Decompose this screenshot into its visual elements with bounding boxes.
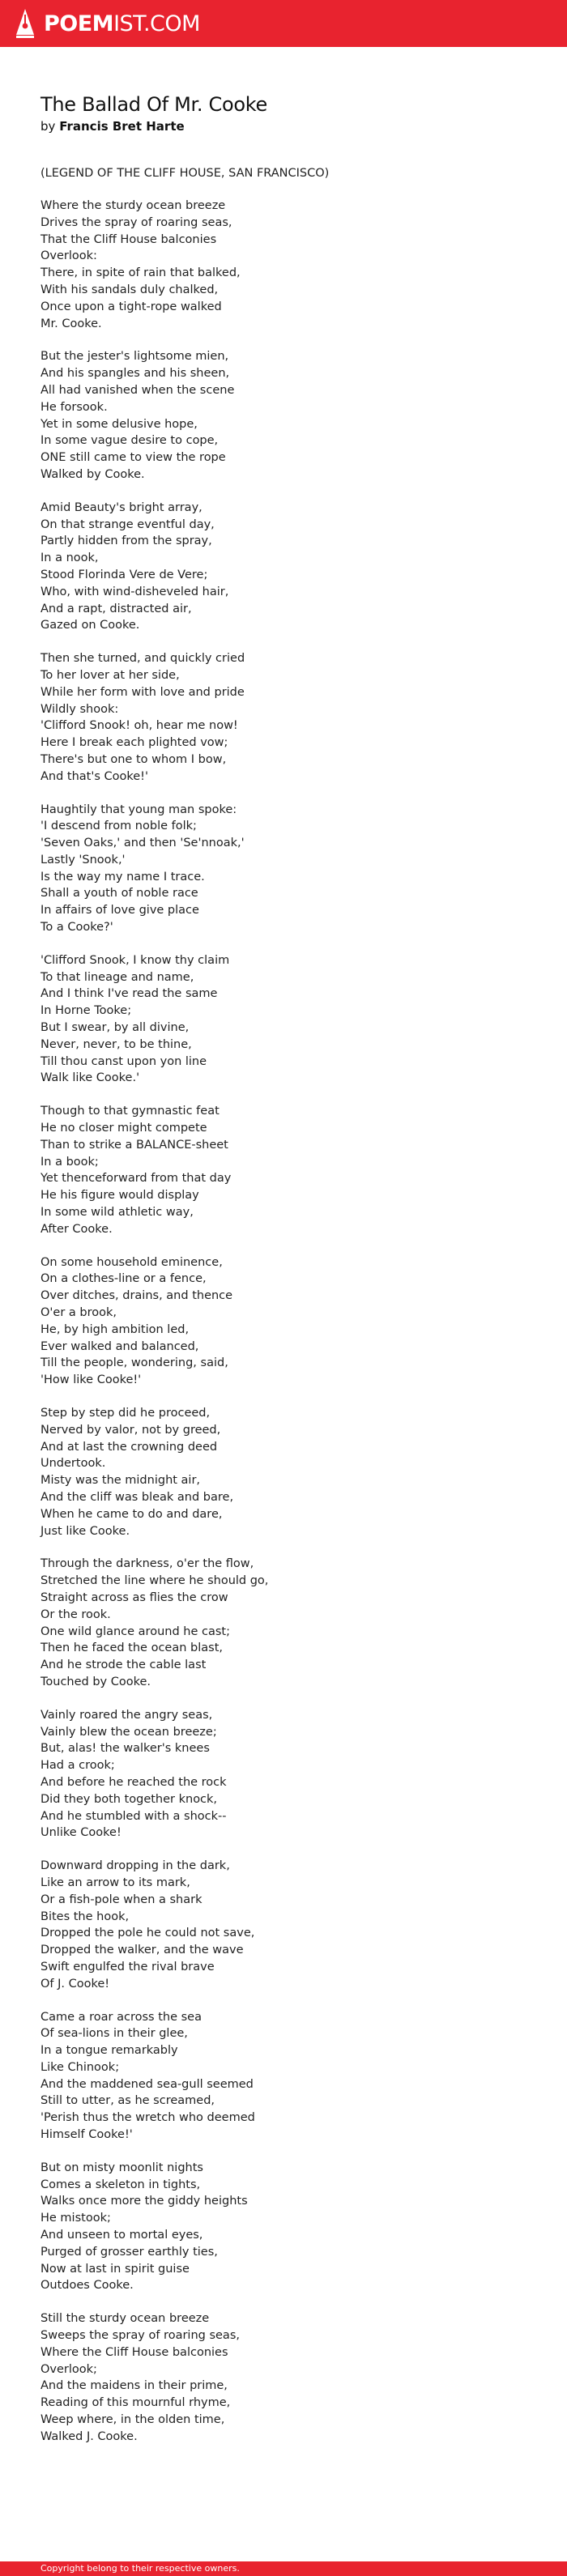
poem-line: Walked by Cooke. <box>40 467 145 481</box>
poem-line: Drives the spray of roaring seas, <box>40 215 232 229</box>
poem-line: Just like Cooke. <box>40 1524 130 1538</box>
poem-line: Haughtily that young man spoke: <box>40 803 237 816</box>
poem-line: But the jester's lightsome mien, <box>40 350 229 364</box>
poem-line: Walked J. Cooke. <box>40 2429 138 2443</box>
poem-line: And a rapt, distracted air, <box>40 602 192 615</box>
poem-line: Comes a skeleton in tights, <box>40 2178 201 2191</box>
author-link[interactable]: Francis Bret Harte <box>59 119 185 134</box>
stanza <box>40 1103 526 1237</box>
poem-line: Through the darkness, o'er the flow, <box>40 1557 254 1571</box>
poem-body <box>40 198 526 2446</box>
poem-line: 'I descend from noble folk; <box>40 820 197 833</box>
poem-line: Of sea-lions in their glee, <box>40 2027 188 2041</box>
pen-nib-icon <box>15 8 36 39</box>
poem-line: Of J. Cooke! <box>40 1977 110 1991</box>
poem-line: Who, with wind-disheveled hair, <box>40 585 229 598</box>
poem-line: Still the sturdy ocean breeze <box>40 2312 210 2326</box>
poem-line: Sweeps the spray of roaring seas, <box>40 2329 240 2343</box>
poem-line: To that lineage and name, <box>40 970 194 984</box>
poem-line: Or the rook. <box>40 1607 111 1621</box>
poem-line: There, in spite of rain that balked, <box>40 266 241 280</box>
poem-title: The Ballad Of Mr. Cooke <box>40 93 267 116</box>
poem-line: Ever walked and balanced, <box>40 1339 199 1353</box>
poem-line: ONE still came to view the rope <box>40 451 226 465</box>
stanza <box>40 2310 526 2445</box>
poem-line: And he stumbled with a shock-- <box>40 1809 227 1823</box>
poem-line: He mistook; <box>40 2212 111 2225</box>
poem-line: Overlook: <box>40 249 97 263</box>
poem-line: Outdoes Cooke. <box>40 2279 134 2293</box>
poem-line: Downward dropping in the dark, <box>40 1859 230 1873</box>
poem-line: But I swear, by all divine, <box>40 1021 190 1035</box>
poem-line: In Horne Tooke; <box>40 1004 132 1018</box>
poem-line: Mr. Cooke. <box>40 317 102 330</box>
poem-line: After Cooke. <box>40 1222 113 1236</box>
poem-line: And the cliff was bleak and bare, <box>40 1490 234 1504</box>
poem-line: He, by high ambition led, <box>40 1322 190 1336</box>
poem-line: Here I break each plighted vow; <box>40 736 228 750</box>
poem-byline <box>40 118 526 134</box>
poem-line: He his figure would display <box>40 1189 199 1203</box>
poem-line: Stretched the line where he should go, <box>40 1574 269 1588</box>
stanza <box>40 952 526 1087</box>
poem-line: Yet thenceforward from that day <box>40 1172 232 1186</box>
poem-line: Came a roar across the sea <box>40 2010 202 2024</box>
poem-line: Than to strike a BALANCE-sheet <box>40 1138 228 1152</box>
copyright-text: Copyright belong to their respective owners. <box>40 2563 240 2574</box>
poem-line: Straight across as flies the crow <box>40 1590 228 1604</box>
poem-line: 'Perish thus the wretch who deemed <box>40 2111 255 2125</box>
poem-line: Weep where, in the olden time, <box>40 2413 225 2427</box>
stanza <box>40 1858 526 1992</box>
poem-line: Till the people, wondering, said, <box>40 1356 228 1370</box>
site-footer <box>0 2561 567 2576</box>
poem-line: In some vague desire to cope, <box>40 434 219 448</box>
by-label: by <box>40 119 56 134</box>
poem-line: But, alas! the walker's knees <box>40 1742 210 1756</box>
poem-line: Bites the hook, <box>40 1910 130 1923</box>
poem-line: Dropped the pole he could not save, <box>40 1927 255 1940</box>
poem-line: Touched by Cooke. <box>40 1675 151 1688</box>
poem-line: To a Cooke?' <box>40 921 113 935</box>
poem-line: Overlook; <box>40 2362 97 2376</box>
poem-line: Once upon a tight-rope walked <box>40 300 222 313</box>
stanza <box>40 1556 526 1690</box>
poem-line: O'er a brook, <box>40 1306 117 1320</box>
poem-subtitle: (LEGEND OF THE CLIFF HOUSE, SAN FRANCISCO) <box>40 167 330 180</box>
poem-line: 'Seven Oaks,' and then 'Se'nnoak,' <box>40 837 245 850</box>
poem-line: He no closer might compete <box>40 1122 207 1135</box>
poem-line: Walk like Cooke.' <box>40 1071 140 1085</box>
stanza <box>40 2160 526 2294</box>
poem-line: On a clothes-line or a fence, <box>40 1272 207 1286</box>
stanza <box>40 500 526 634</box>
stanza <box>40 650 526 785</box>
poem-line: Like an arrow to its mark, <box>40 1876 190 1889</box>
poem-line: Then he faced the ocean blast, <box>40 1641 224 1655</box>
poem-line: When he came to do and dare, <box>40 1507 223 1521</box>
poem-line: But on misty moonlit nights <box>40 2161 203 2174</box>
poem-line: Amid Beauty's bright array, <box>40 500 202 514</box>
poem-line: Partly hidden from the spray, <box>40 534 212 548</box>
stanza <box>40 1254 526 1389</box>
poem-line: Nerved by valor, not by greed, <box>40 1423 221 1437</box>
poem-line: Though to that gymnastic feat <box>40 1105 220 1118</box>
poem-line: Where the Cliff House balconies <box>40 2345 228 2359</box>
poem-line: And the maidens in their prime, <box>40 2379 228 2393</box>
poem-line: On that strange eventful day, <box>40 517 215 531</box>
poem-line: With his sandals duly chalked, <box>40 283 219 296</box>
poem-line: Swift engulfed the rival brave <box>40 1960 215 1974</box>
poem-line: Did they both together knock, <box>40 1792 218 1806</box>
poem-line: Stood Florinda Vere de Vere; <box>40 568 208 581</box>
poem-line: Never, never, to be thine, <box>40 1037 192 1051</box>
poem-line: 'Clifford Snook, I know thy claim <box>40 953 230 967</box>
poem-line: Vainly blew the ocean breeze; <box>40 1725 217 1739</box>
poem-line: Like Chinook; <box>40 2060 120 2074</box>
poem-line: Then she turned, and quickly cried <box>40 652 245 666</box>
poem-line: Vainly roared the angry seas, <box>40 1708 213 1722</box>
poem-line: And that's Cooke!' <box>40 769 148 783</box>
poem-line: He forsook. <box>40 400 108 414</box>
poem-line: All had vanished when the scene <box>40 383 235 397</box>
poem-line: Till thou canst upon yon line <box>40 1054 207 1068</box>
poem-line: Reading of this mournful rhyme, <box>40 2396 231 2410</box>
stanza <box>40 1405 526 1539</box>
poem-line: In a nook, <box>40 551 99 565</box>
poem-line: Undertook. <box>40 1457 106 1471</box>
poem-line: And before he reached the rock <box>40 1775 227 1789</box>
poem-line: Had a crook; <box>40 1759 115 1773</box>
poem-line: And at last the crowning deed <box>40 1440 218 1454</box>
poem-line: Over ditches, drains, and thence <box>40 1289 233 1303</box>
poem-line: Gazed on Cooke. <box>40 619 140 632</box>
poem-line: In some wild athletic way, <box>40 1206 194 1220</box>
poem-line: To her lover at her side, <box>40 668 180 682</box>
poem-line: And unseen to mortal eyes, <box>40 2229 203 2242</box>
poem-line: Yet in some delusive hope, <box>40 417 198 431</box>
poem-line: Is the way my name I trace. <box>40 870 205 884</box>
poem-line: And his spangles and his sheen, <box>40 367 230 381</box>
poem-line: Now at last in spirit guise <box>40 2262 190 2276</box>
site-header <box>0 0 567 47</box>
poem-line: On some household eminence, <box>40 1255 223 1269</box>
poem-line: In affairs of love give place <box>40 904 199 918</box>
poem-line: Step by step did he proceed, <box>40 1407 211 1420</box>
stanza <box>40 1707 526 1842</box>
poem-line: Lastly 'Snook,' <box>40 853 126 866</box>
poem-line: In a tongue remarkably <box>40 2044 178 2058</box>
poem-line: Wildly shook: <box>40 702 119 716</box>
stanza <box>40 802 526 936</box>
poem-line: 'Clifford Snook! oh, hear me now! <box>40 719 238 733</box>
poem-line: Purged of grosser earthly ties, <box>40 2245 218 2259</box>
site-logo-text <box>44 11 200 36</box>
poem-line: Walks once more the giddy heights <box>40 2195 248 2208</box>
poem-line: Or a fish-pole when a shark <box>40 1893 202 1906</box>
poem-line: And the maddened sea-gull seemed <box>40 2077 254 2091</box>
poem-line: One wild glance around he cast; <box>40 1624 230 1638</box>
poem-line: That the Cliff House balconies <box>40 232 217 246</box>
poem-line: Shall a youth of noble race <box>40 887 198 901</box>
poem-line: Dropped the walker, and the wave <box>40 1944 244 1957</box>
poem-line: There's but one to whom I bow, <box>40 752 227 766</box>
site-logo-link[interactable] <box>15 8 200 39</box>
stanza <box>40 198 526 332</box>
stanza <box>40 348 526 483</box>
logo-text-rest: IST.COM <box>113 11 200 36</box>
stanza <box>40 2009 526 2144</box>
poem-line: And I think I've read the same <box>40 987 218 1001</box>
poem-line: And he strode the cable last <box>40 1658 207 1672</box>
poem-line: Still to utter, as he screamed, <box>40 2094 215 2108</box>
poem-line: In a book; <box>40 1155 99 1169</box>
poem-line: While her form with love and pride <box>40 685 245 699</box>
poem-line: Unlike Cooke! <box>40 1826 122 1840</box>
poem-line: Misty was the midnight air, <box>40 1474 201 1488</box>
logo-text-bold: POEM <box>44 11 114 36</box>
poem-content <box>40 92 526 2462</box>
poem-line: Himself Cooke!' <box>40 2128 133 2142</box>
poem-line: Where the sturdy ocean breeze <box>40 199 226 212</box>
poem-line: 'How like Cooke!' <box>40 1373 142 1387</box>
